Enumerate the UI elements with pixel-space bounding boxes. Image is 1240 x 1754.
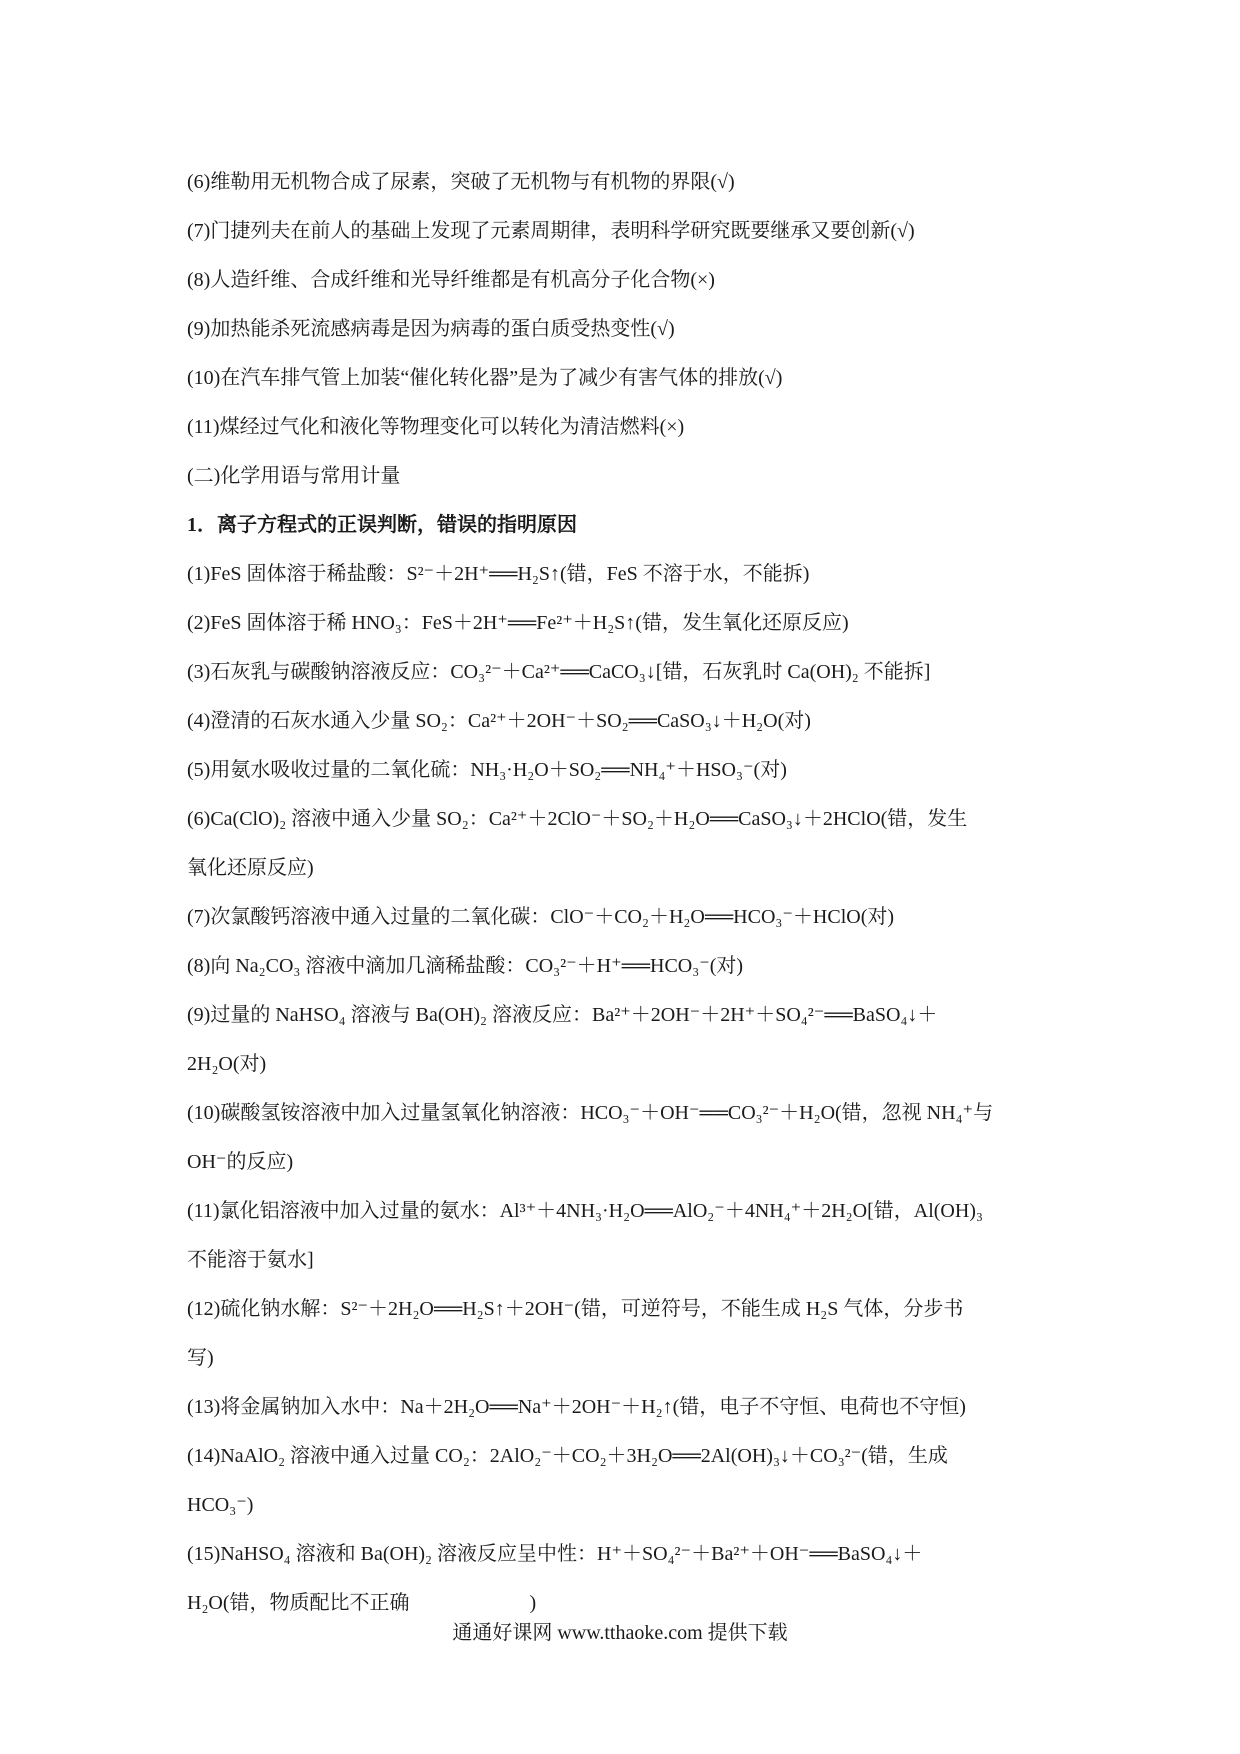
section-heading: (二)化学用语与常用计量 xyxy=(187,465,401,487)
text-line: (3)石灰乳与碳酸钠溶液反应：CO₃²⁻＋Ca²⁺══CaCO₃↓[错，石灰乳时 Ca(OH)₂ 不能拆] xyxy=(187,661,931,683)
text-line: (11)煤经过气化和液化等物理变化可以转化为清洁燃料(×) xyxy=(187,416,685,438)
text-line: (12)硫化钠水解：S²⁻＋2H₂O══H₂S↑＋2OH⁻(错，可逆符号，不能生成 H₂S 气体，分步书 xyxy=(187,1298,964,1320)
text-line: (10)在汽车排气管上加装“催化转化器”是为了减少有害气体的排放(√) xyxy=(187,367,783,389)
text-line: (14)NaAlO₂ 溶液中通入过量 CO₂：2AlO₂⁻＋CO₂＋3H₂O══2Al(OH)₃↓＋CO₃²⁻(错，生成 xyxy=(187,1445,948,1467)
text-line: 写) xyxy=(187,1347,214,1369)
text-line: (7)次氯酸钙溶液中通入过量的二氧化碳：ClO⁻＋CO₂＋H₂O══HCO₃⁻＋HClO(对) xyxy=(187,906,895,928)
text-line: (9)过量的 NaHSO₄ 溶液与 Ba(OH)₂ 溶液反应：Ba²⁺＋2OH⁻＋2H⁺＋SO₄²⁻══BaSO₄↓＋ xyxy=(187,1004,938,1026)
text-line: (7)门捷列夫在前人的基础上发现了元素周期律，表明科学研究既要继承又要创新(√) xyxy=(187,220,915,242)
text-line: 2H₂O(对) xyxy=(187,1053,267,1075)
text-line: (13)将金属钠加入水中：Na＋2H₂O══Na⁺＋2OH⁻＋H₂↑(错，电子不守恒、电荷也不守恒) xyxy=(187,1396,966,1418)
text-line: (5)用氨水吸收过量的二氧化硫：NH₃·H₂O＋SO₂══NH₄⁺＋HSO₃⁻(对) xyxy=(187,759,787,781)
subsection-heading: 1．离子方程式的正误判断，错误的指明原因 xyxy=(187,514,577,536)
text-line: (10)碳酸氢铵溶液中加入过量氢氧化钠溶液：HCO₃⁻＋OH⁻══CO₃²⁻＋H₂O(错，忽视 NH₄⁺与 xyxy=(187,1102,994,1124)
page-footer: 通通好课网 www.tthaoke.com 提供下载 xyxy=(452,1622,788,1644)
text-line: (15)NaHSO₄ 溶液和 Ba(OH)₂ 溶液反应呈中性：H⁺＋SO₄²⁻＋Ba²⁺＋OH⁻══BaSO₄↓＋ xyxy=(187,1543,923,1565)
text-line: (2)FeS 固体溶于稀 HNO₃：FeS＋2H⁺══Fe²⁺＋H₂S↑(错，发生氧化还原反应) xyxy=(187,612,849,634)
text-line: (6)维勒用无机物合成了尿素，突破了无机物与有机物的界限(√) xyxy=(187,171,735,193)
text-line: (8)向 Na₂CO₃ 溶液中滴加几滴稀盐酸：CO₃²⁻＋H⁺══HCO₃⁻(对) xyxy=(187,955,744,977)
text-line: (8)人造纤维、合成纤维和光导纤维都是有机高分子化合物(×) xyxy=(187,269,715,291)
text-line: (4)澄清的石灰水通入少量 SO₂：Ca²⁺＋2OH⁻＋SO₂══CaSO₃↓＋H₂O(对) xyxy=(187,710,811,732)
text-line: H₂O(错，物质配比不正确 ) xyxy=(187,1592,537,1614)
document-body xyxy=(187,158,1057,1628)
text-line: OH⁻的反应) xyxy=(187,1151,294,1173)
text-line: (11)氯化铝溶液中加入过量的氨水：Al³⁺＋4NH₃·H₂O══AlO₂⁻＋4NH₄⁺＋2H₂O[错，Al(OH)₃ xyxy=(187,1200,983,1222)
text-line: (9)加热能杀死流感病毒是因为病毒的蛋白质受热变性(√) xyxy=(187,318,675,340)
text-line: HCO₃⁻) xyxy=(187,1494,254,1516)
text-line: (1)FeS 固体溶于稀盐酸：S²⁻＋2H⁺══H₂S↑(错，FeS 不溶于水，不能拆) xyxy=(187,563,810,585)
text-line: 氧化还原反应) xyxy=(187,857,314,879)
text-line: (6)Ca(ClO)₂ 溶液中通入少量 SO₂：Ca²⁺＋2ClO⁻＋SO₂＋H₂O══CaSO₃↓＋2HClO(错，发生 xyxy=(187,808,968,830)
text-line: 不能溶于氨水] xyxy=(187,1249,314,1271)
